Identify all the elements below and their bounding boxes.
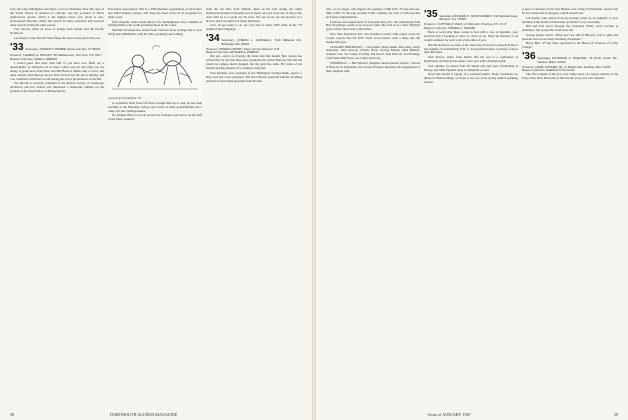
paragraph: Lee Bogert writes that the Sister Shop has been a busy place this year. [14, 35, 101, 40]
paragraph: JANUARY BIRTHDAYS — Jim Alden, Ernie Atkins, Bert Alley, Andy Anderson, John Atwood, Charlie Beck, George Belden, Dick Burkett, Gardner Carr, Sol Cohen, Ed Daly, Jim Dowd, Tom Driscoll, Art Eldridge, Jack Fisher, Bill Foote, Joe Fuller, Don Gay. [326, 44, 420, 61]
paragraph: From the sun-soaked shore of Coronado Key, Fla., the reminiscing from Bob Newburger seems to be in good form. He went in as a New England sports writer and is now retired there. [326, 19, 420, 32]
paragraph: Bob Bock had an account of his canoe trip down the Connecticut River last summer, from Pittsburg, N.H., to Long Island Sound, a journey of more than 400 miles. [424, 42, 518, 55]
paragraph: Last summer we heard from Ed Shedd who has been vacationing in Europe and finds England quite as delightful as ever. [424, 63, 518, 72]
right-column-1 [326, 8, 420, 404]
paragraph: who, as we expect, will support the passing of Milt Irell ’35 one-and-one-time Coffin. To the Cup awarded Cmdr. Cushing, the class of 1934 extends profound congratulations. [326, 8, 420, 19]
cartoon-drawing [108, 39, 202, 95]
class-secretary: Secretary, JOSEPH T. FRISBIE, Route 113, Ely, VT 05044 [25, 46, 101, 51]
paragraph: Procedures Association. This is a 3500-member organization of electronics and allied industry people, and Tony has been active in its programs for many years. [108, 8, 202, 19]
class-year: '36 [522, 51, 536, 63]
paragraph: Let’s all get ready to do our very best to make 1967 shine in the ’33 Alumni Fund campaign. [206, 23, 302, 32]
class-heading-33 [10, 43, 104, 53]
paragraph: The first column of the new year brings news of a happy reunion of the Forty Club. Dick Deal tells us that the fall party was well attended. [522, 72, 618, 81]
cartoon-illustration [108, 39, 202, 95]
class-year: '35 [424, 9, 438, 20]
class-year: '33 [10, 41, 24, 53]
right-column-2 [424, 8, 518, 404]
right-page-number: 59 [613, 412, 618, 417]
left-page-number: 58 [10, 412, 15, 417]
left-column-1 [10, 8, 104, 404]
right-footer-title: Issue of JANUARY 1967 [428, 412, 471, 417]
paragraph: A wonderful letter from Jeff Dorn brought him up to date; he has been teaching at the Berkshire School and writes of three grandchildren and a camp on Lake Winnipesaukee. [108, 100, 202, 113]
left-footer-title: DARTMOUTH ALUMNI MAGAZINE [110, 412, 178, 417]
class-secretary: Secretary, RAYMOND H. BUELTER, 76 North Cedar Rd., Newton, Mass. 02160 [537, 56, 618, 64]
paragraph: George Kaiser writes: "Billy and I are still in Hanover. Life is quiet and pleasant and we see many returning classmates." [522, 32, 618, 41]
paragraph: WEDDINGS — Bill Wilson’s daughter Susan married David J. Moore at Hanover in September; the Gordon Evanses announce the engagement of their daughter Ann. [326, 60, 420, 73]
paragraph: Dr. Sumner Baier is now in practice in Lexington and serves on the staff of the Mass. General. [108, 113, 202, 122]
paragraph: from the old New York Tribune taken on the trail spring day when Dartmouth students blossomed out in shorts and you were one of those who went with us to a picnic by the river. We ran across our old pictures in a drawer and it brought back many memories. [206, 8, 302, 23]
paragraph: Back at work after three weeks in bed with a case of hepatitis, your secretary has a backlog of news to catch up on. Only the hardiest of us would volunteer for such a job at this time of year. [424, 30, 518, 42]
paragraph: Jack and Clara Rimington sent them a card at Christmas. Now the class of the Seven Sisters of America in Chicago was the occasion of Silver Anniversary Award, which is the highest honor ever given to non-professional Nuwanis. Marty has served in many capacities and received other awards during the same period. [10, 8, 104, 27]
left-page [0, 0, 312, 420]
right-page [316, 0, 628, 420]
class-treasurer: Treasurer, CLIFFORD T. HALE, 125 Benedict, Flushing, N.Y. 10110 [424, 22, 507, 27]
class-heading-35 [424, 10, 518, 22]
paragraph: New York Operation 007, who finished recently with copper horns Ed Conan, reports that the Wall Street crowd hasn’t seen a thing like the market this year. [326, 32, 420, 44]
class-year: '34 [206, 33, 220, 45]
class-secretary: Secretary, JOSEPH L. HARCELLA, 7113 Millwood Rd., Bethesda, Md. 20034 [221, 38, 302, 46]
paragraph: Dig up!—And a so Forgive the letter mail this month. Bob Carson has written that for the first time since graduation he visited Hanover this fall and found the campus much changed, but the spirit the same. He writes of old friends and the pleasure of a weekend at the Inn. [206, 54, 302, 71]
class-secretary: Secretary, RICHARD K. MONTGOMERY, 434 Wendell Lane, Boonton, N.J. 07005 [439, 14, 518, 22]
paragraph: Marshall Newman has retired from Vermont State College and is now living near Middlebury with his wife, gardening and writing. [108, 28, 202, 37]
paragraph: Vin Merrill is currently president of the Boston Society of Landscape Architects and has written and illustrated a handsome bulletin on the gardens of the North Shore of Massachusetts. [10, 81, 104, 94]
paragraph: Paul Chauvin, audio-visual director for Westinghouse, has a number of training films to his credit and many more in the works. [108, 19, 202, 28]
paragraph: Paul Shorey writes from Maine that his son is a sophomore at Dartmouth, and that he has taken a new post with a Portland bank. [424, 55, 518, 64]
paragraph: Cal Kelley, who retired from an exciting career as an engineer, is now teaching at the Stanford University and finds it very rewarding. [522, 15, 618, 24]
left-column-3 [206, 8, 302, 404]
bequest-chairman: Bequest Chairman, HAROLD H. PLOUGH [522, 68, 575, 73]
paragraph: Tom Parshall, now president of the Burlington Savings Bank, reports a busy year and a new grandson. The Fred Thayers spent the summer in Maine and Ken Jordan sends greetings from Florida. [206, 70, 302, 83]
paragraph: Fred Sawyer sends us news of doings from Alaska and the Pacific Northwest. [10, 27, 104, 36]
right-column-3 [522, 8, 618, 404]
class-heading-36 [522, 52, 618, 64]
paragraph: I would guess that more than half of you have now filled out a questionnaire or otherwise let us know where you are and what you are doing. A grand note from Ellen and Bill Bush in Maine tells of snow and quiet winters; Olin Moody reports from Tucson that the sun is shining; and Lou Cushman in Hartford is still among the active practitioners at the Bar. [10, 61, 104, 81]
class-treasurer: Treasurer, CHARLES A. NIELSEN, 383 Madison Ave., New York, N.Y. 10017 [10, 53, 103, 58]
left-column-2 [108, 8, 202, 404]
paragraph: A note of reference from Stan Britton, now living in Pittsburgh, reports that he has retired and is enjoying a much-needed rest. [522, 8, 618, 15]
paragraph: Harry Bird ’35 has been appointed to the Board of Trustees of Colby College. [522, 41, 618, 50]
cartoon-caption: Cartoon by Ed Cammack ’33 [108, 96, 141, 100]
bequest-chairman: Bequest Chairman, RICHARD A. PERKINS [206, 50, 259, 55]
paragraph: News this month is largely of a personal nature. Many classmates we missed at Homecoming; we hope to see you at the spring reunion planning session. [424, 72, 518, 85]
class-treasurer: Treasurer, THOMAS DENNIS, Thayer School, Hanover, N.H. [206, 46, 280, 51]
paragraph: Bill and Fran drove through the Chaitenay Valley; Jerry Gardner is planning a trip around the world next fall. [522, 24, 618, 33]
class-heading-34 [206, 34, 302, 46]
class-treasurer: Treasurer, JAMES STEWART, JR., 25 Baldwin Rd., Reading, Mass. 01867 [522, 64, 611, 69]
bequest-chairman: Bequest Chairman, THOMAS L. WALKER [424, 26, 476, 31]
bequest-chairman: Bequest Chairman, WARD A. PARKER [10, 57, 57, 62]
